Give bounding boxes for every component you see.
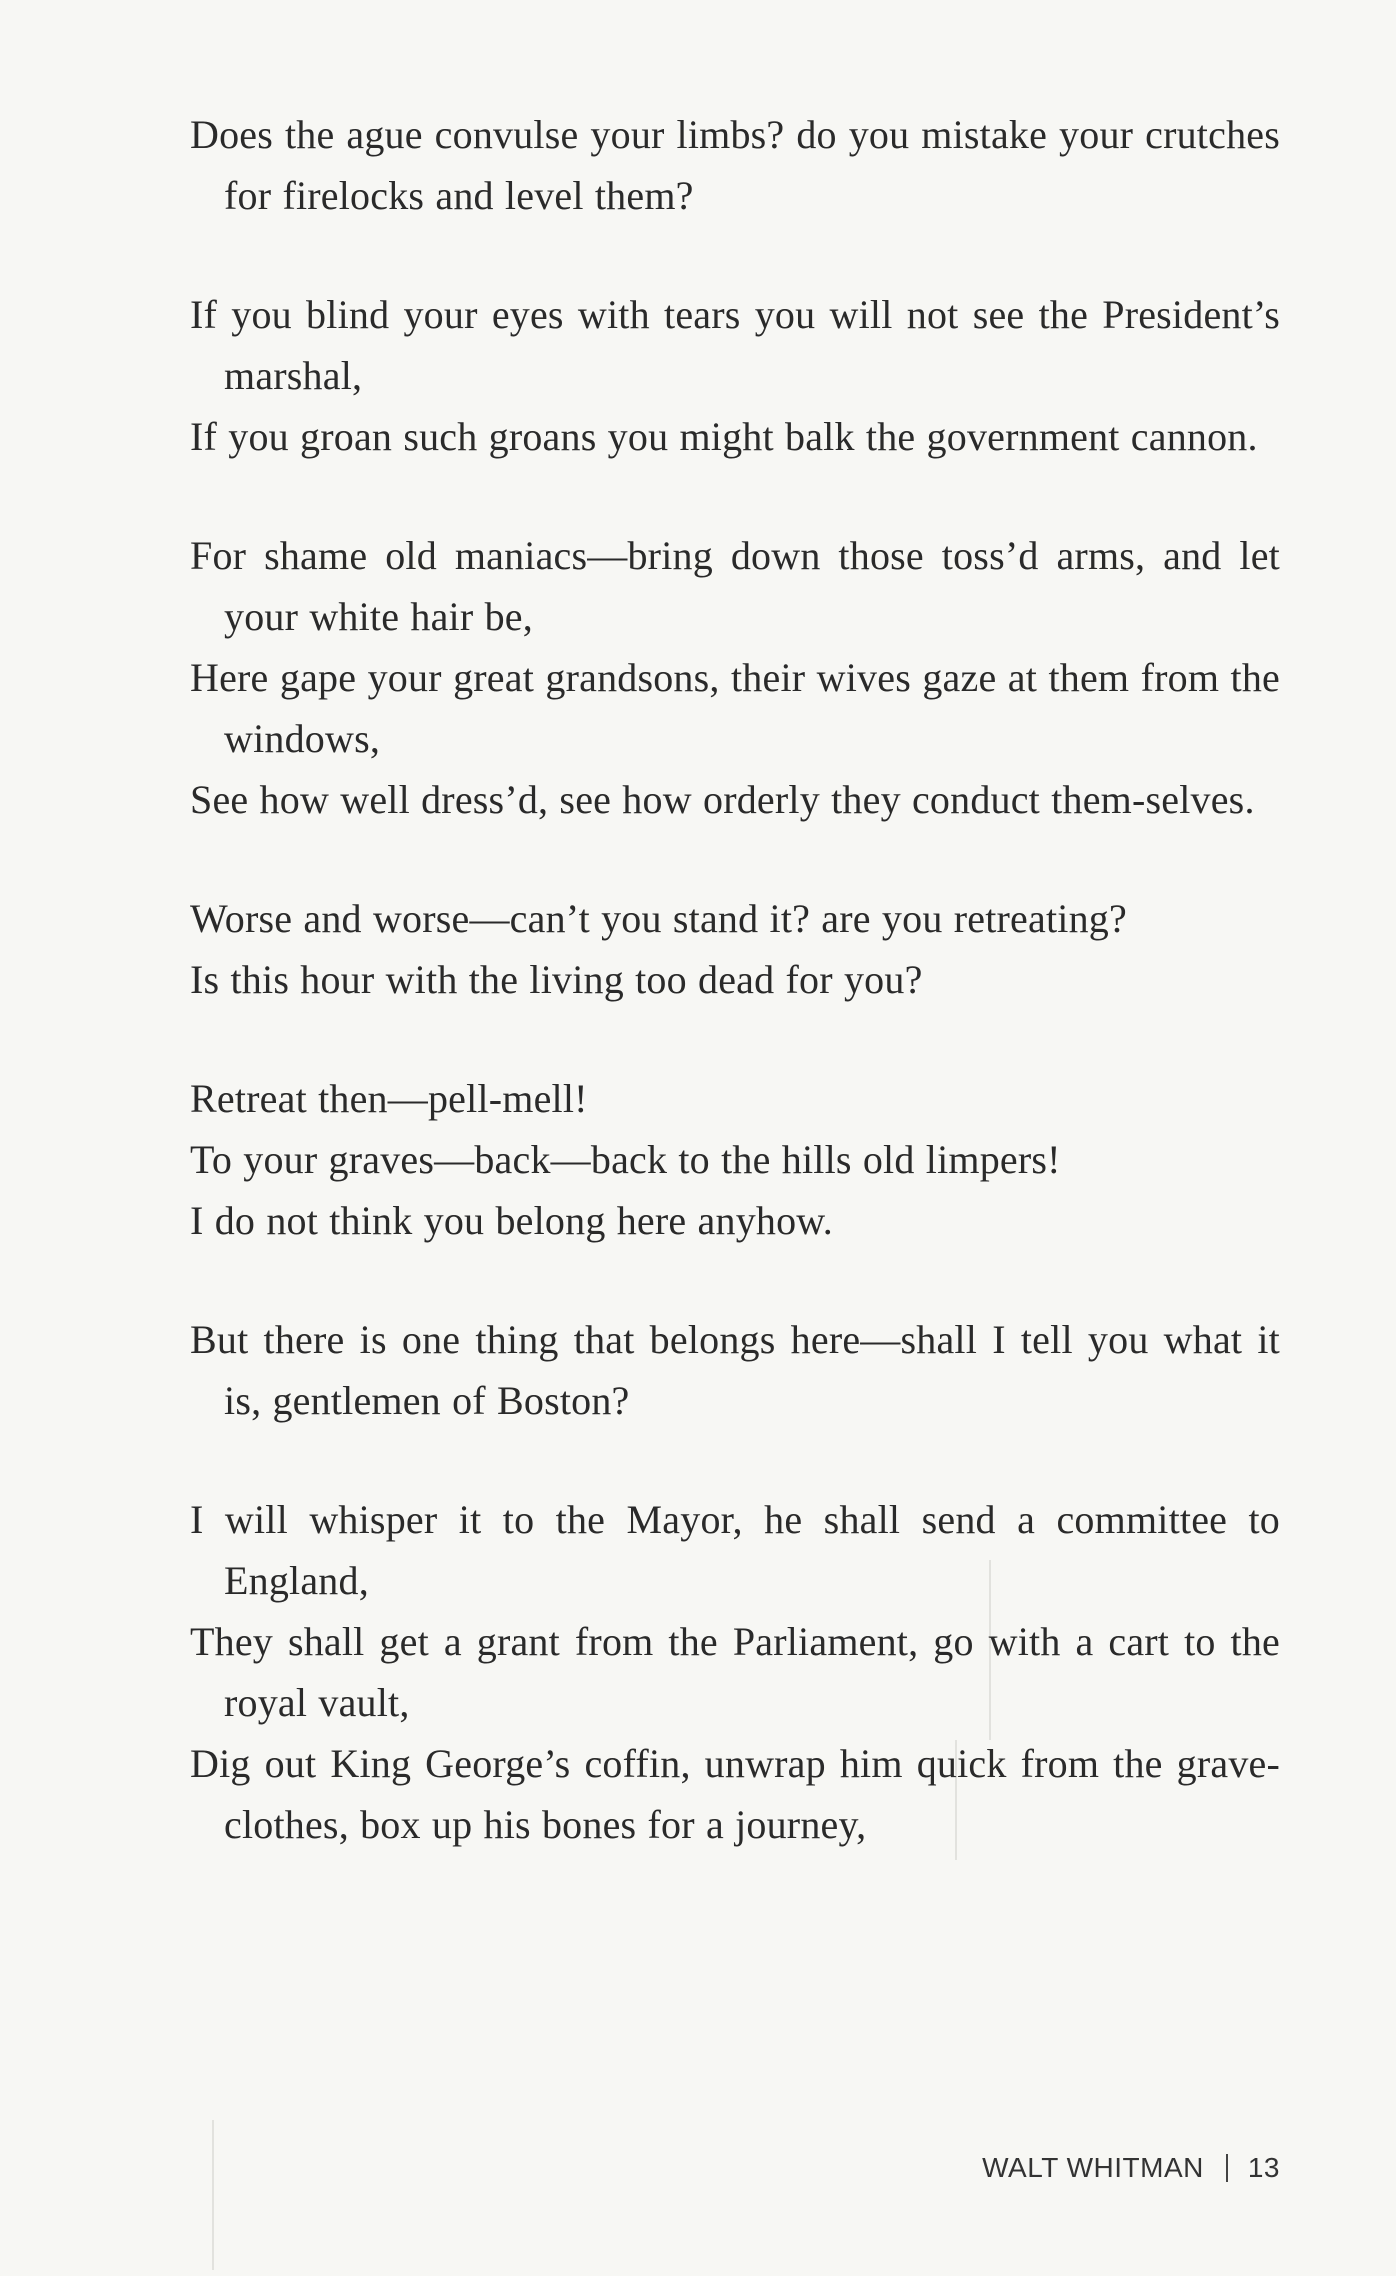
poem-line: See how well dress’d, see how orderly they conduct them-selves. [190, 777, 1255, 822]
footer-author: WALT WHITMAN [982, 2152, 1204, 2183]
poem-line: They shall get a grant from the Parliament, go with a cart to the royal vault, [190, 1619, 1280, 1725]
poem-line: Here gape your great grandsons, their wives gaze at them from the windows, [190, 655, 1280, 761]
poem-line: I will whisper it to the Mayor, he shall send a committee to England, [190, 1497, 1280, 1603]
poem-line: Worse and worse—can’t you stand it? are you retreating? [190, 896, 1127, 941]
stanza [190, 1068, 1280, 1251]
poem-line: Dig out King George’s coffin, unwrap him quick from the grave-clothes, box up his bones for a journey, [190, 1741, 1280, 1847]
poem-line: If you blind your eyes with tears you will not see the President’s marshal, [190, 292, 1280, 398]
scan-artifact [212, 2120, 214, 2270]
poem-line: Does the ague convulse your limbs? do you mistake your crutches for firelocks and level them? [190, 112, 1280, 218]
running-footer [982, 2152, 1280, 2184]
footer-separator [1226, 2154, 1228, 2182]
poem-line: I do not think you belong here anyhow. [190, 1198, 833, 1243]
poem-line: For shame old maniacs—bring down those toss’d arms, and let your white hair be, [190, 533, 1280, 639]
poem-line: But there is one thing that belongs here—shall I tell you what it is, gentlemen of Boston? [190, 1317, 1280, 1423]
poem-text [190, 104, 1280, 1913]
stanza [190, 284, 1280, 467]
stanza [190, 525, 1280, 830]
page-number: 13 [1247, 2152, 1280, 2183]
stanza [190, 104, 1280, 226]
stanza [190, 1309, 1280, 1431]
poem-line: If you groan such groans you might balk the government cannon. [190, 414, 1258, 459]
stanza [190, 1489, 1280, 1855]
poem-line: Is this hour with the living too dead for you? [190, 957, 923, 1002]
poem-line: To your graves—back—back to the hills old limpers! [190, 1137, 1061, 1182]
stanza [190, 888, 1280, 1010]
poem-line: Retreat then—pell-mell! [190, 1076, 588, 1121]
